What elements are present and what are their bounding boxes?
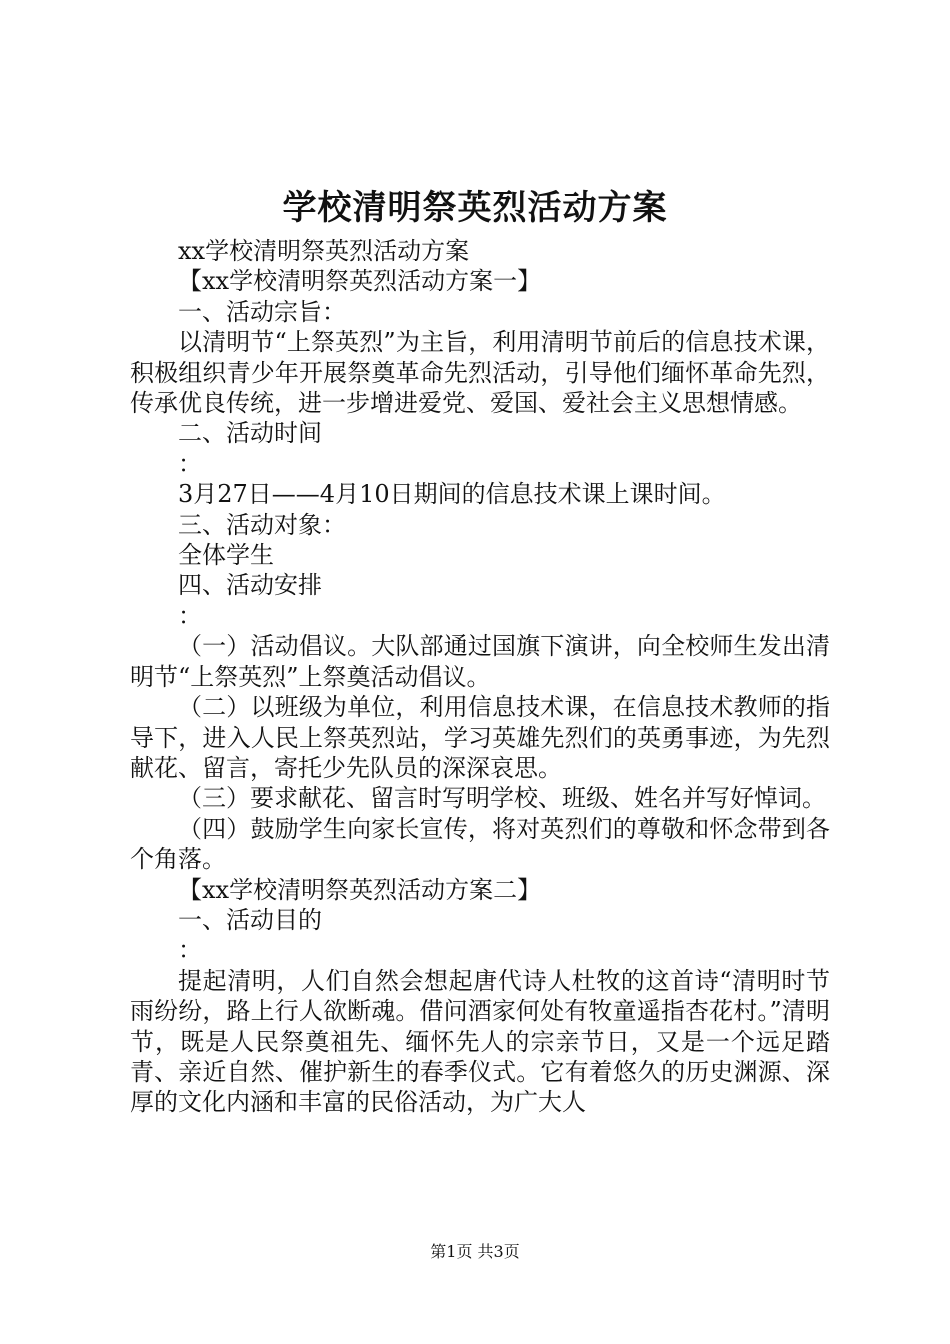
page-footer: 第1页 共3页 (430, 1242, 520, 1261)
heading-activity-purpose: 一、活动宗旨： (178, 297, 346, 326)
heading-activity-time: 二、活动时间 (178, 419, 322, 448)
document-body (130, 236, 830, 1118)
colon-line: ： (178, 936, 202, 965)
colon-line: ： (178, 449, 202, 478)
section-heading-plan-one: 【xx学校清明祭英烈活动方案一】 (178, 267, 542, 296)
paragraph-goal: 提起清明，人们自然会想起唐代诗人杜牧的这首诗“清明时节雨纷纷，路上行人欲断魂。借问酒家何处有牧童遥指杏花村。”清明节，既是人民祭奠祖先、缅怀先人的宗亲节日，又是一个远足踏青、亲近自然、催护新生的春季仪式。它有着悠久的历史渊源、深厚的文化内涵和丰富的民俗活动，为广大人 (130, 966, 830, 1117)
document-title: 学校清明祭英烈活动方案 (282, 188, 668, 228)
heading-activity-arrangement: 四、活动安排 (178, 571, 322, 600)
heading-activity-target: 三、活动对象： (178, 510, 346, 539)
paragraph-time: 3月27日——4月10日期间的信息技术课上课时间。 (178, 480, 726, 509)
paragraph-purpose: 以清明节“上祭英烈”为主旨，利用清明节前后的信息技术课，积极组织青少年开展祭奠革命先烈活动，引导他们缅怀革命先烈，传承优良传统，进一步增进爱党、爱国、爱社会主义思想情感。 (130, 328, 830, 418)
paragraph-target: 全体学生 (178, 541, 274, 570)
paragraph-arrangement-4: （四）鼓励学生向家长宣传，将对英烈们的尊敬和怀念带到各个角落。 (130, 814, 830, 874)
paragraph-arrangement-1: （一）活动倡议。大队部通过国旗下演讲，向全校师生发出清明节“上祭英烈”上祭奠活动倡议。 (130, 632, 830, 691)
paragraph-arrangement-3: （三）要求献花、留言时写明学校、班级、姓名并写好悼词。 (178, 784, 826, 813)
colon-line: ： (178, 601, 202, 630)
heading-activity-goal: 一、活动目的 (178, 905, 322, 934)
paragraph-arrangement-2: （二）以班级为单位，利用信息技术课，在信息技术教师的指导下，进入人民上祭英烈站，学习英雄先烈们的英勇事迹，为先烈献花、留言，寄托少先队员的深深哀思。 (130, 693, 830, 782)
paragraph-subtitle: xx学校清明祭英烈活动方案 (178, 237, 470, 265)
section-heading-plan-two: 【xx学校清明祭英烈活动方案二】 (178, 875, 542, 904)
